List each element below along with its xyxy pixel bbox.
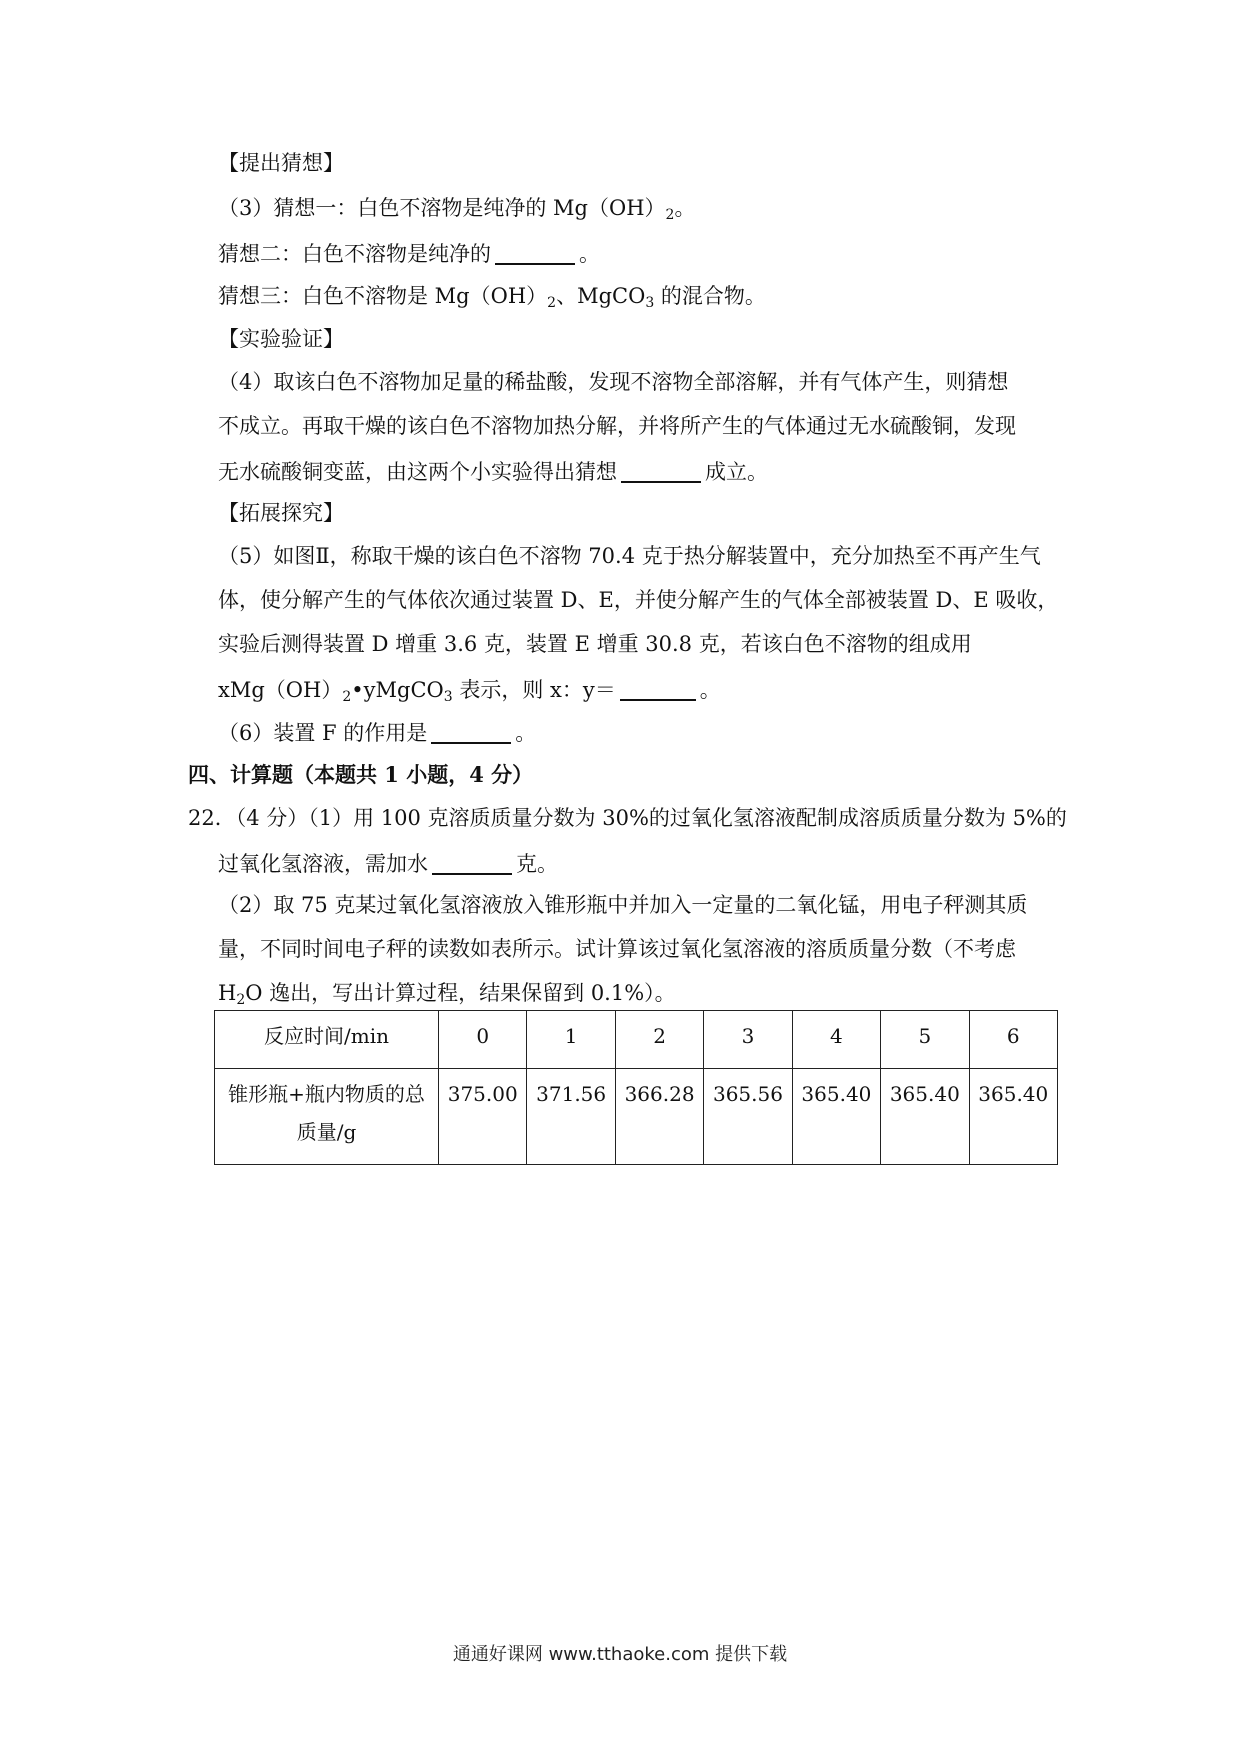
q4-line-2: 不成立。再取干燥的该白色不溶物加热分解，并将所产生的气体通过无水硫酸铜，发现 (218, 414, 1016, 438)
hypothesis-1-subscript: 2 (665, 207, 675, 223)
section-4-title: 四、计算题（本题共 1 小题，4 分） (188, 762, 534, 787)
q6-end: 。 (515, 721, 537, 745)
q4-line-3 (218, 455, 768, 487)
q22-water-subscript: 2 (236, 992, 246, 1008)
answer-blank-q5[interactable] (620, 677, 696, 701)
q6-line (218, 716, 536, 748)
q5-line-1: （5）如图Ⅱ，称取干燥的该白色不溶物 70.4 克于热分解装置中，充分加热至不再产生气 (218, 544, 1041, 568)
table-cell-mass: 365.40 (792, 1069, 880, 1165)
section-heading-hypothesis: 【提出猜想】 (218, 151, 344, 175)
table-cell-time: 2 (615, 1011, 703, 1069)
table-cell-time: 3 (704, 1011, 792, 1069)
hypothesis-3-subscript-2: 3 (645, 295, 655, 311)
q22-part2-line-1: （2）取 75 克某过氧化氢溶液放入锥形瓶中并加入一定量的二氧化锰，用电子秤测其质 (218, 893, 1028, 917)
q22-water-h: H (218, 981, 237, 1005)
hypothesis-3-subscript-1: 2 (547, 295, 557, 311)
section-heading-extension: 【拓展探究】 (218, 501, 344, 525)
hypothesis-3-mid: 、MgCO (556, 284, 646, 308)
q22-line-2-text: 过氧化氢溶液，需加水 (218, 852, 428, 876)
hypothesis-2 (218, 237, 600, 269)
table-cell-time: 5 (881, 1011, 969, 1069)
table-header-mass (215, 1069, 439, 1165)
q22-line-2-end: 克。 (516, 852, 558, 876)
table-cell-mass: 365.40 (969, 1069, 1057, 1165)
q6-text: （6）装置 F 的作用是 (218, 721, 428, 745)
q4-line-3-end: 成立。 (705, 460, 768, 484)
answer-blank-q6[interactable] (431, 720, 511, 744)
mass-time-table (214, 1010, 1058, 1165)
hypothesis-3 (218, 281, 766, 318)
q5-line-3: 实验后测得装置 D 增重 3.6 克，装置 E 增重 30.8 克，若该白色不溶物的组成用 (218, 632, 972, 656)
table-cell-mass: 371.56 (527, 1069, 615, 1165)
q5-line-4 (218, 673, 721, 712)
q4-line-1: （4）取该白色不溶物加足量的稀盐酸，发现不溶物全部溶解，并有气体产生，则猜想 (218, 370, 1009, 394)
hypothesis-1-end: 。 (674, 196, 696, 220)
answer-blank-q4[interactable] (621, 459, 701, 483)
section-heading-experiment: 【实验验证】 (218, 327, 344, 351)
q5-formula-b: •yMgCO (351, 678, 444, 702)
q22-part2-line-3-text: O 逸出，写出计算过程，结果保留到 0.1%）。 (245, 981, 676, 1005)
q4-line-3-text: 无水硫酸铜变蓝，由这两个小实验得出猜想 (218, 460, 617, 484)
q5-formula-a: xMg（OH） (218, 678, 343, 702)
hypothesis-1-text: （3）猜想一：白色不溶物是纯净的 Mg（OH） (218, 196, 666, 220)
table-header-time: 反应时间/min (215, 1011, 439, 1069)
q5-formula-c: 表示，则 x：y＝ (452, 678, 616, 702)
table-header-mass-line-2: 质量/g (296, 1120, 357, 1144)
q22-part2-line-2: 量，不同时间电子秤的读数如表所示。试计算该过氧化氢溶液的溶质质量分数（不考虑 (218, 937, 1016, 961)
q5-line-2: 体，使分解产生的气体依次通过装置 D、E，并使分解产生的气体全部被装置 D、E 吸收， (218, 588, 1059, 612)
q5-formula-subscript-2: 3 (443, 689, 453, 705)
table-row-mass (215, 1069, 1058, 1165)
table-cell-mass: 365.40 (881, 1069, 969, 1165)
answer-blank-q22[interactable] (432, 851, 512, 875)
q22-line-1: 22．（4 分）（1）用 100 克溶质质量分数为 30%的过氧化氢溶液配制成溶质质量分数为 5%的 (188, 806, 1067, 830)
table-cell-mass: 366.28 (615, 1069, 703, 1165)
table-cell-mass: 375.00 (439, 1069, 527, 1165)
hypothesis-2-text: 猜想二：白色不溶物是纯净的 (218, 242, 491, 266)
q22-line-2 (218, 847, 558, 879)
table-cell-time: 1 (527, 1011, 615, 1069)
hypothesis-1 (218, 193, 695, 230)
table-row-time (215, 1011, 1058, 1069)
answer-blank-hypothesis-2[interactable] (495, 241, 575, 265)
hypothesis-3-end: 的混合物。 (654, 284, 766, 308)
table-cell-mass: 365.56 (704, 1069, 792, 1165)
table-cell-time: 4 (792, 1011, 880, 1069)
hypothesis-3-text: 猜想三：白色不溶物是 Mg（OH） (218, 284, 548, 308)
table-header-mass-line-1: 锥形瓶+瓶内物质的总 (228, 1082, 425, 1106)
table-cell-time: 0 (439, 1011, 527, 1069)
table-cell-time: 6 (969, 1011, 1057, 1069)
hypothesis-2-end: 。 (579, 242, 600, 266)
page-footer: 通通好课网 www.tthaoke.com 提供下载 (452, 1644, 788, 1665)
q5-formula-subscript-1: 2 (342, 689, 352, 705)
q5-line-4-end: 。 (699, 678, 721, 702)
